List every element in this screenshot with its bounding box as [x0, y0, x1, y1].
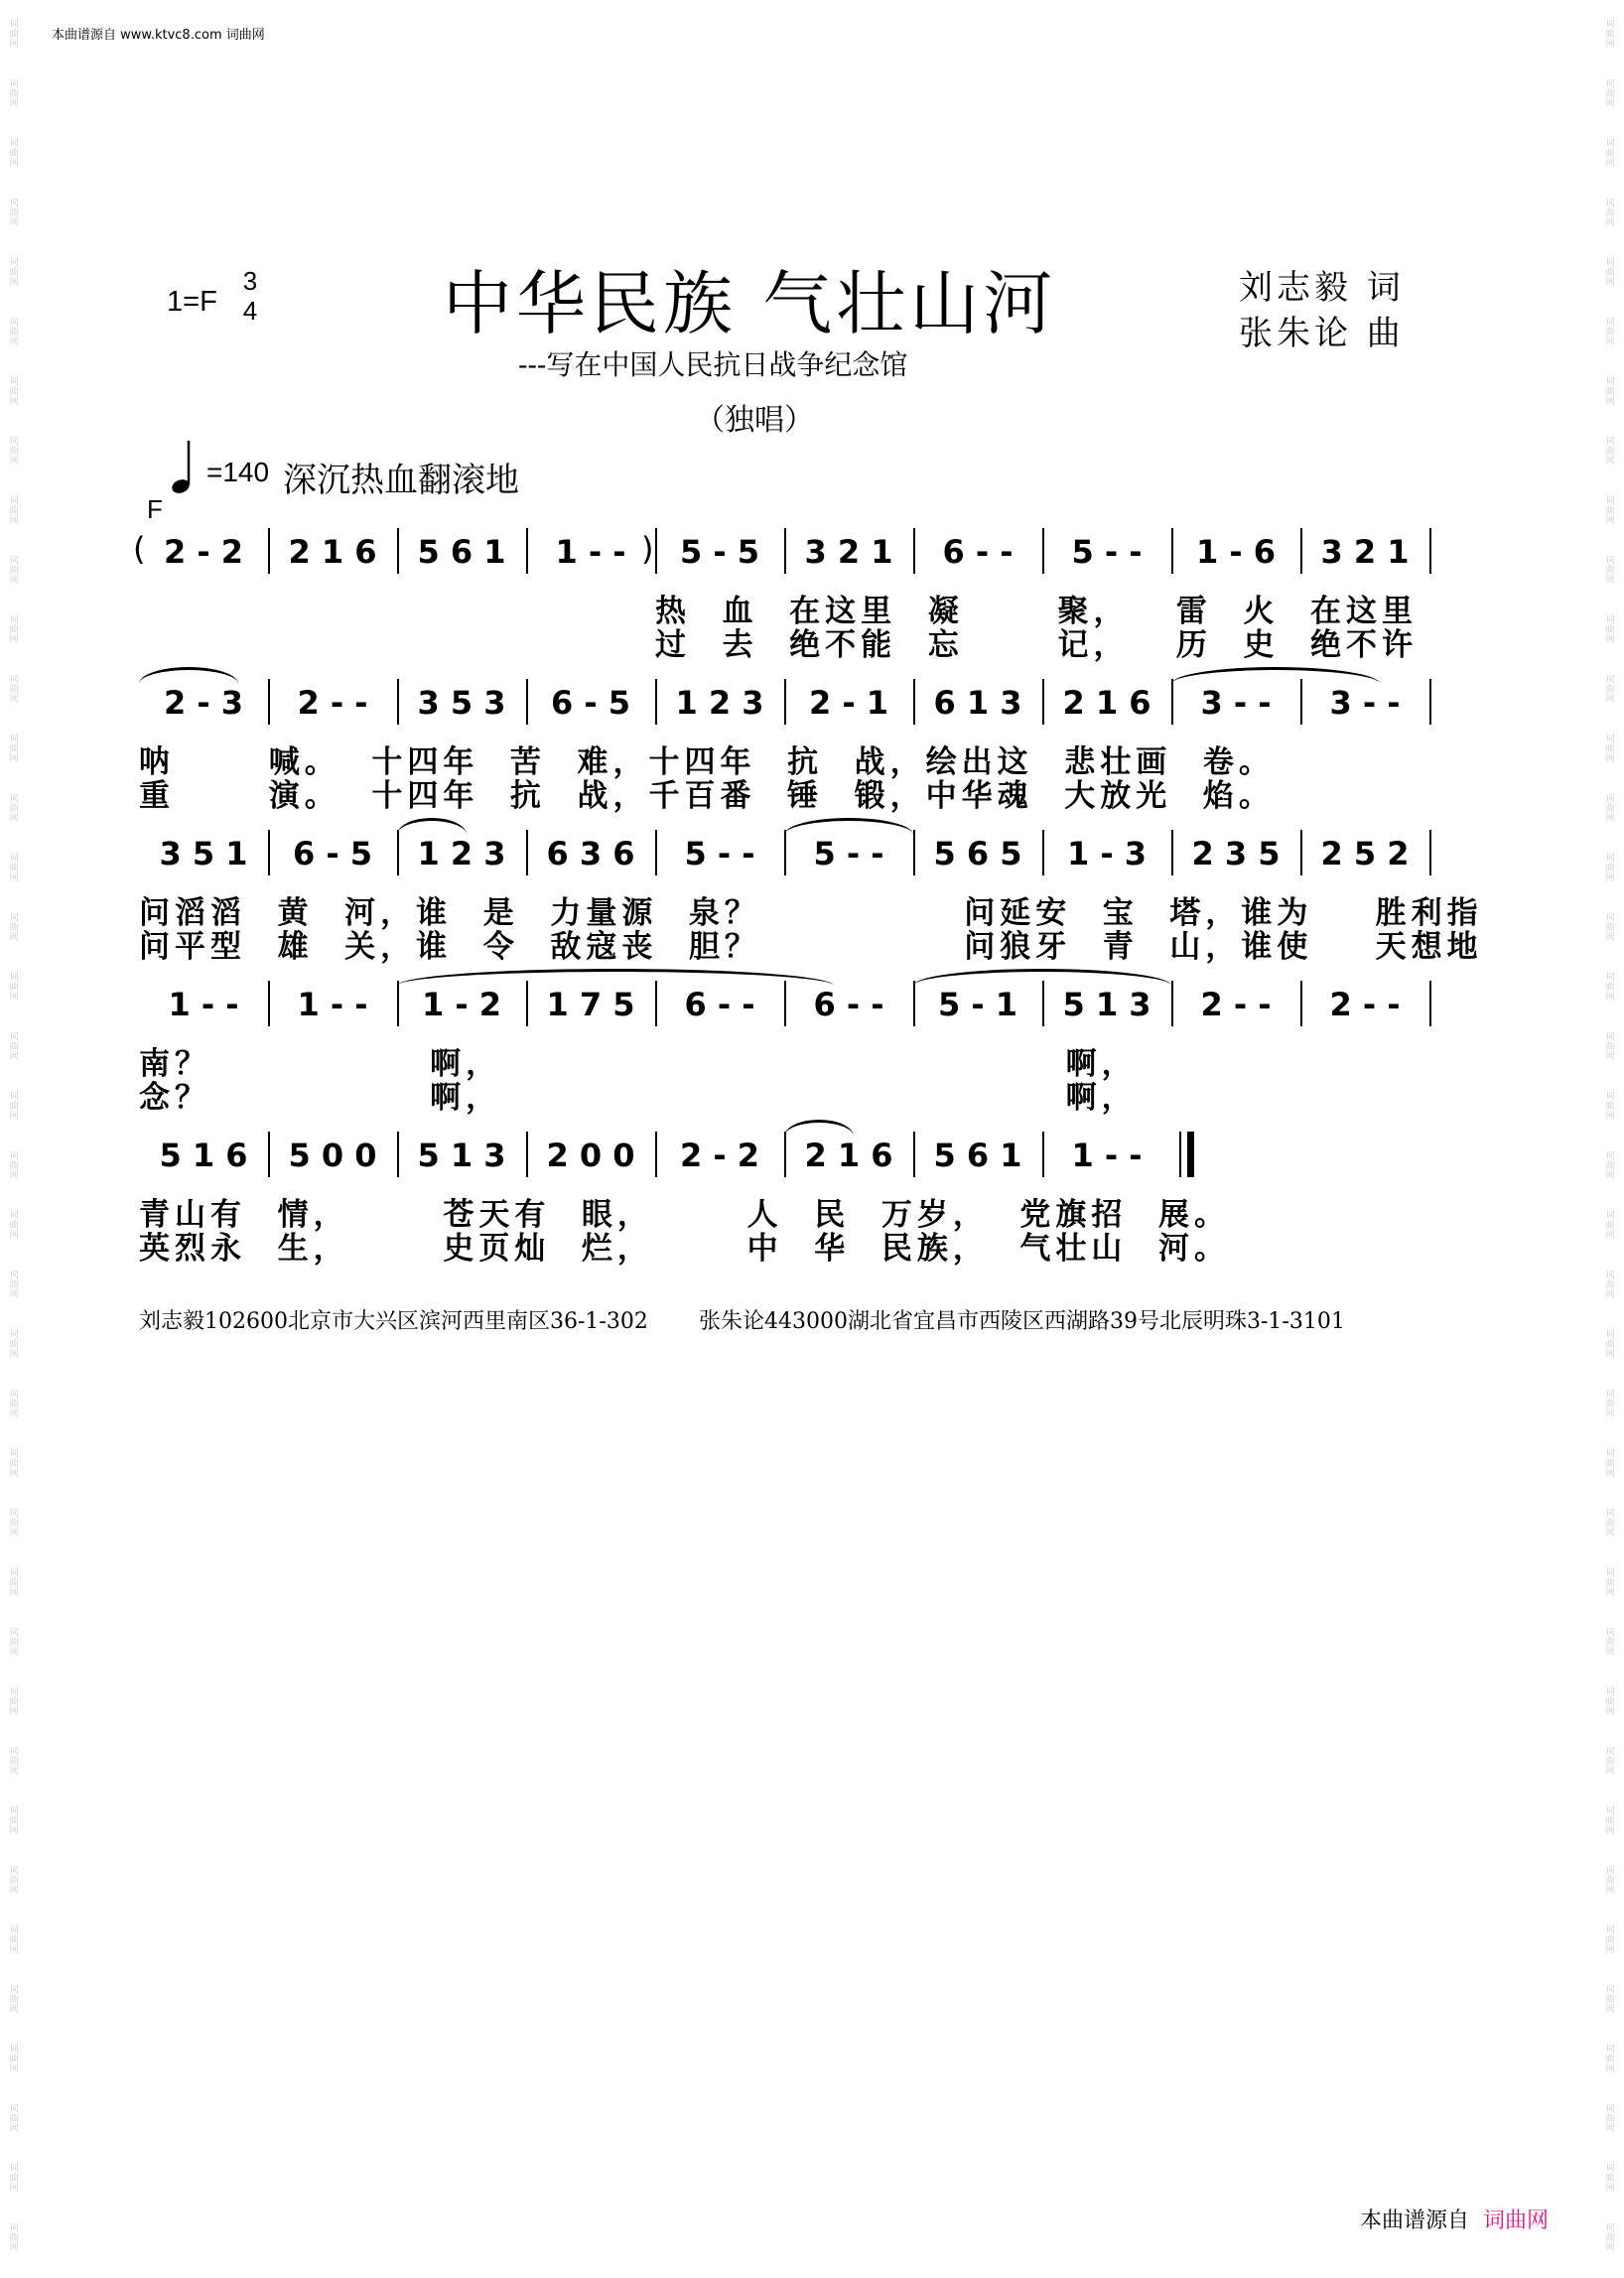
measure: 2 - -	[297, 684, 368, 722]
side-watermark-text: 词 曲 网	[1605, 258, 1615, 288]
measure: 5 - 1	[937, 986, 1018, 1023]
side-watermark-text: 词 曲 网	[1605, 2164, 1615, 2194]
barline	[1429, 830, 1431, 875]
barline	[397, 830, 399, 875]
side-watermark-text: 词 曲 网	[1605, 615, 1615, 645]
lyric-line-2: 重 演。 十四年 抗 战，千百番 锤 锻，中华魂 大放光 焰。	[139, 778, 1275, 814]
side-watermark-text: 词 曲 网	[9, 1509, 19, 1539]
barline	[526, 830, 528, 875]
side-watermark-text: 词 曲 网	[1605, 675, 1615, 705]
side-watermark-text: 词 曲 网	[9, 437, 19, 467]
side-watermark-text: 词 曲 网	[9, 1568, 19, 1598]
sub-key-marking: F	[147, 494, 163, 524]
side-watermark-text: 词 曲 网	[1605, 1568, 1615, 1598]
barline	[655, 528, 657, 574]
side-watermark-text: 词 曲 网	[1605, 1330, 1615, 1360]
measure: 2 1 6	[288, 533, 377, 571]
side-watermark-text: 词 曲 网	[1605, 1509, 1615, 1539]
lyric-line-1: 南？ 啊， 啊，	[139, 1046, 1138, 1082]
side-watermark-text: 词 曲 网	[1605, 556, 1615, 586]
final-barline-thin	[1179, 1132, 1181, 1177]
barline	[913, 830, 915, 875]
measure: 3 5 3	[417, 684, 506, 722]
barline	[784, 981, 786, 1026]
barline	[784, 679, 786, 725]
side-watermark-text: 词 曲 网	[1605, 318, 1615, 347]
notation-row	[139, 981, 1420, 1030]
side-watermark-text: 词 曲 网	[1605, 1687, 1615, 1717]
side-watermark-text: 词 曲 网	[9, 1151, 19, 1181]
barline	[1300, 981, 1302, 1026]
left-watermark-strip	[4, 0, 24, 2278]
tie-slur	[397, 969, 834, 986]
side-watermark-text: 词 曲 网	[9, 675, 19, 705]
side-watermark-text: 词 曲 网	[1605, 139, 1615, 169]
tie-slur	[784, 818, 913, 835]
tempo-marking: =140	[206, 457, 270, 487]
side-watermark-text: 词 曲 网	[9, 2104, 19, 2134]
tie-slur	[784, 1120, 854, 1137]
measure: 5 0 0	[288, 1137, 377, 1174]
measure: 5 6 1	[933, 1137, 1022, 1174]
side-watermark-text: 词 曲 网	[9, 199, 19, 228]
key-signature: 1=F	[167, 286, 217, 318]
measure: 5 - -	[813, 835, 884, 872]
measure: 2 5 2	[1320, 835, 1410, 872]
barline	[1171, 981, 1173, 1026]
measure: 1 - -	[1071, 1137, 1143, 1174]
barline	[397, 981, 399, 1026]
lyric-line-2: 英烈永 生， 史页灿 烂， 中 华 民族， 气壮山 河。	[139, 1231, 1231, 1267]
barline	[784, 830, 786, 875]
barline	[1300, 830, 1302, 875]
barline	[268, 981, 270, 1026]
bottom-source-text: 本曲谱源自	[1360, 2209, 1470, 2233]
lyric-line-2: 念？ 啊， 啊，	[139, 1080, 1138, 1116]
barline	[397, 528, 399, 574]
barline	[655, 981, 657, 1026]
measure: 2 0 0	[546, 1137, 635, 1174]
intro-close-paren: )	[641, 530, 654, 568]
side-watermark-text: 词 曲 网	[1605, 1628, 1615, 1658]
final-barline-thick	[1187, 1132, 1194, 1177]
barline	[913, 679, 915, 725]
barline	[268, 528, 270, 574]
barline	[913, 528, 915, 574]
measure: 6 - 5	[550, 684, 631, 722]
barline	[913, 1132, 915, 1177]
measure: 5 1 3	[417, 1137, 506, 1174]
side-watermark-text: 词 曲 网	[9, 258, 19, 288]
song-subtitle: ---写在中国人民抗日战争纪念馆	[518, 348, 908, 381]
lyric-line-1: 热 血 在这里 凝 聚， 雷 火 在这里	[655, 594, 1419, 629]
side-watermark-text: 词 曲 网	[1605, 437, 1615, 467]
barline	[1300, 679, 1302, 725]
performance-mode: （独唱）	[695, 403, 814, 438]
measure: 1 - -	[297, 986, 368, 1023]
side-watermark-text: 词 曲 网	[1605, 913, 1615, 943]
time-signature-top: 3	[242, 266, 258, 296]
barline	[1429, 981, 1431, 1026]
barline	[526, 1132, 528, 1177]
measure: 2 3 5	[1191, 835, 1281, 872]
lyricist-address: 刘志毅102600北京市大兴区滨河西里南区36-1-302	[139, 1309, 648, 1334]
side-watermark-text: 词 曲 网	[9, 377, 19, 407]
measure: 1 - 6	[1195, 533, 1277, 571]
measure: 5 1 6	[159, 1137, 248, 1174]
side-watermark-text: 词 曲 网	[1605, 79, 1615, 109]
side-watermark-text: 词 曲 网	[1605, 2045, 1615, 2075]
side-watermark-text: 词 曲 网	[1605, 1866, 1615, 1896]
side-watermark-text: 词 曲 网	[9, 318, 19, 347]
measure: 2 - 2	[679, 1137, 760, 1174]
barline	[397, 679, 399, 725]
barline	[1429, 679, 1431, 725]
barline	[526, 528, 528, 574]
expression-marking: 深沉热血翻滚地	[283, 461, 519, 500]
measure: 5 6 1	[417, 533, 506, 571]
tie-slur	[913, 969, 1171, 986]
composer-address: 张朱论443000湖北省宜昌市西陵区西湖路39号北辰明珠3-1-3101	[699, 1309, 1345, 1334]
measure: 2 1 6	[1062, 684, 1151, 722]
side-watermark-text: 词 曲 网	[9, 1628, 19, 1658]
side-watermark-text: 词 曲 网	[1605, 1390, 1615, 1419]
side-watermark-text: 词 曲 网	[9, 1092, 19, 1122]
lyricist-credit: 刘志毅 词	[1239, 268, 1405, 308]
side-watermark-text: 词 曲 网	[9, 2223, 19, 2253]
side-watermark-text: 词 曲 网	[1605, 1449, 1615, 1479]
side-watermark-text: 词 曲 网	[1605, 1926, 1615, 1955]
measure: 3 2 1	[1320, 533, 1410, 571]
side-watermark-text: 词 曲 网	[9, 1687, 19, 1717]
side-watermark-text: 词 曲 网	[9, 1211, 19, 1241]
measure: 1 2 3	[417, 835, 506, 872]
side-watermark-text: 词 曲 网	[9, 1390, 19, 1419]
side-watermark-text: 词 曲 网	[1605, 1985, 1615, 2015]
side-watermark-text: 词 曲 网	[1605, 1747, 1615, 1777]
measure: 2 - 2	[163, 533, 244, 571]
side-watermark-text: 词 曲 网	[9, 854, 19, 883]
lyric-line-1: 青山有 情， 苍天有 眼， 人 民 万岁， 党旗招 展。	[139, 1197, 1231, 1233]
side-watermark-text: 词 曲 网	[9, 615, 19, 645]
side-watermark-text: 词 曲 网	[1605, 496, 1615, 526]
side-watermark-text: 词 曲 网	[9, 2045, 19, 2075]
measure: 6 - 5	[292, 835, 373, 872]
lyric-line-2: 过 去 绝不能 忘 记， 历 史 绝不许	[655, 627, 1419, 663]
measure: 3 5 1	[159, 835, 248, 872]
lyric-line-1: 呐 喊。 十四年 苦 难，十四年 抗 战，绘出这 悲壮画 卷。	[139, 744, 1275, 780]
top-source-watermark: 本曲谱源自 www.ktvc8.com 词曲网	[52, 28, 265, 43]
side-watermark-text: 词 曲 网	[1605, 1032, 1615, 1062]
side-watermark-text: 词 曲 网	[9, 1807, 19, 1836]
side-watermark-text: 词 曲 网	[1605, 2104, 1615, 2134]
side-watermark-text: 词 曲 网	[1605, 1092, 1615, 1122]
measure: 3 - -	[1329, 684, 1401, 722]
side-watermark-text: 词 曲 网	[9, 1866, 19, 1896]
side-watermark-text: 词 曲 网	[9, 2164, 19, 2194]
tie-slur	[139, 667, 238, 684]
measure: 5 1 3	[1062, 986, 1151, 1023]
side-watermark-text: 词 曲 网	[1605, 973, 1615, 1003]
side-watermark-text: 词 曲 网	[9, 139, 19, 169]
measure: 1 - 2	[421, 986, 502, 1023]
side-watermark-text: 词 曲 网	[1605, 1211, 1615, 1241]
side-watermark-text: 词 曲 网	[1605, 2223, 1615, 2253]
intro-open-paren: (	[133, 530, 146, 568]
barline	[1171, 679, 1173, 725]
measure: 5 - -	[1071, 533, 1143, 571]
barline	[526, 981, 528, 1026]
measure: 6 - -	[684, 986, 755, 1023]
measure: 2 - 3	[163, 684, 244, 722]
measure: 6 3 6	[546, 835, 635, 872]
side-watermark-text: 词 曲 网	[9, 1985, 19, 2015]
composer-credit: 张朱论 曲	[1239, 314, 1405, 353]
quarter-note-icon	[171, 437, 201, 496]
measure: 1 - -	[555, 533, 626, 571]
barline	[1300, 528, 1302, 574]
side-watermark-text: 词 曲 网	[9, 556, 19, 586]
measure: 5 - 5	[679, 533, 760, 571]
side-watermark-text: 词 曲 网	[9, 1747, 19, 1777]
right-watermark-strip	[1600, 0, 1620, 2278]
time-signature	[240, 266, 260, 326]
barline	[655, 830, 657, 875]
measure: 5 6 5	[933, 835, 1022, 872]
barline	[1171, 830, 1173, 875]
notation-row	[139, 1132, 1420, 1181]
barline	[1042, 981, 1044, 1026]
measure: 5 - -	[684, 835, 755, 872]
measure: 1 7 5	[546, 986, 635, 1023]
barline	[1042, 679, 1044, 725]
side-watermark-text: 词 曲 网	[9, 1449, 19, 1479]
side-watermark-text: 词 曲 网	[9, 735, 19, 764]
side-watermark-text: 词 曲 网	[9, 1271, 19, 1300]
barline	[655, 679, 657, 725]
notation-row	[133, 528, 1420, 578]
barline	[1171, 528, 1173, 574]
side-watermark-text: 词 曲 网	[1605, 377, 1615, 407]
barline	[268, 830, 270, 875]
barline	[397, 1132, 399, 1177]
barline	[268, 679, 270, 725]
barline	[784, 528, 786, 574]
side-watermark-text: 词 曲 网	[9, 913, 19, 943]
side-watermark-text: 词 曲 网	[9, 1926, 19, 1955]
side-watermark-text: 词 曲 网	[1605, 1151, 1615, 1181]
measure: 1 - -	[168, 986, 239, 1023]
measure: 2 1 6	[804, 1137, 893, 1174]
notation-row	[139, 830, 1420, 879]
barline	[526, 679, 528, 725]
side-watermark-text: 词 曲 网	[1605, 854, 1615, 883]
barline	[913, 981, 915, 1026]
side-watermark-text: 词 曲 网	[9, 794, 19, 824]
barline	[268, 1132, 270, 1177]
barline	[1429, 528, 1431, 574]
side-watermark-text: 词 曲 网	[9, 20, 19, 50]
side-watermark-text: 词 曲 网	[1605, 20, 1615, 50]
side-watermark-text: 词 曲 网	[9, 496, 19, 526]
bottom-brand-text: 词曲网	[1483, 2209, 1550, 2233]
side-watermark-text: 词 曲 网	[1605, 1807, 1615, 1836]
side-watermark-text: 词 曲 网	[1605, 794, 1615, 824]
measure: 2 - 1	[808, 684, 889, 722]
side-watermark-text: 词 曲 网	[1605, 735, 1615, 764]
time-signature-bottom: 4	[242, 296, 258, 326]
measure: 6 - -	[813, 986, 884, 1023]
barline	[655, 1132, 657, 1177]
measure: 6 - -	[942, 533, 1014, 571]
side-watermark-text: 词 曲 网	[1605, 199, 1615, 228]
measure: 3 - -	[1200, 684, 1272, 722]
measure: 3 2 1	[804, 533, 893, 571]
lyric-line-2: 问平型 雄 关，谁 令 敌寇丧 胆？ 问狼牙 青 山，谁使 天想地	[139, 929, 1483, 965]
barline	[1042, 830, 1044, 875]
side-watermark-text: 词 曲 网	[9, 973, 19, 1003]
measure: 1 2 3	[675, 684, 764, 722]
side-watermark-text: 词 曲 网	[9, 1330, 19, 1360]
side-watermark-text: 词 曲 网	[9, 1032, 19, 1062]
bottom-source-watermark	[1360, 2204, 1549, 2234]
song-title: 中华民族 气壮山河	[443, 263, 1057, 344]
measure: 2 - -	[1329, 986, 1401, 1023]
barline	[1042, 1132, 1044, 1177]
barline	[1042, 528, 1044, 574]
barline	[784, 1132, 786, 1177]
measure: 6 1 3	[933, 684, 1022, 722]
measure: 2 - -	[1200, 986, 1272, 1023]
tie-slur	[1171, 667, 1380, 684]
measure: 1 - 3	[1066, 835, 1148, 872]
side-watermark-text: 词 曲 网	[9, 79, 19, 109]
tie-slur	[397, 818, 467, 835]
notation-row	[139, 679, 1420, 729]
side-watermark-text: 词 曲 网	[1605, 1271, 1615, 1300]
lyric-line-1: 问滔滔 黄 河，谁 是 力量源 泉？ 问延安 宝 塔，谁为 胜利指	[139, 895, 1483, 931]
